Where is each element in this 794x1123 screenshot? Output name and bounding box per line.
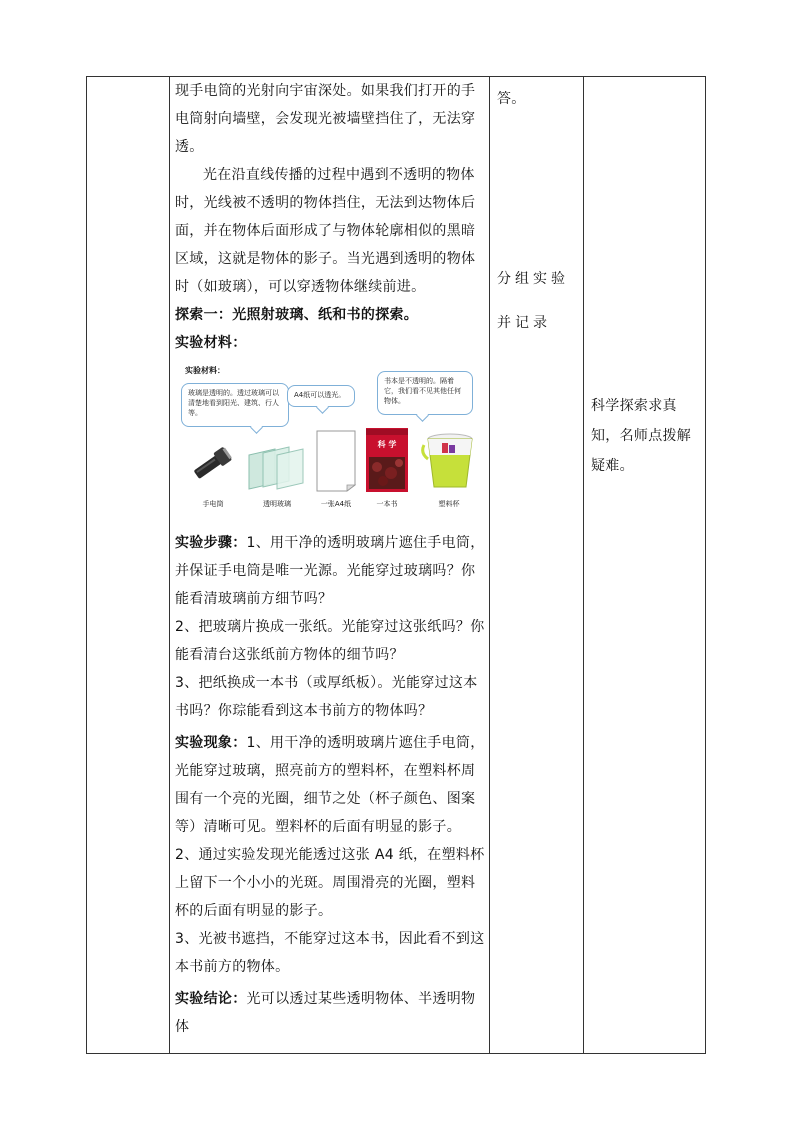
label-cup: 塑料杯 [438,500,460,508]
bubble-glass: 玻璃是透明的。透过玻璃可以清楚地看到阳光、建筑、行人等。 [181,383,289,427]
materials-title: 实验材料： [175,335,247,351]
explore-title: 探索一：光照射玻璃、纸和书的探索。 [175,307,419,323]
steps-3: 3、把纸换成一本书（或厚纸板）。光能穿过这本书吗？你琮能看到这本书前方的物体吗？ [175,675,478,719]
column-divider [489,77,490,1053]
paragraph-intro: 现手电筒的光射向宇宙深处。如果我们打开的手电筒射向墙壁，会发现光被墙壁挡住了，无法穿透。 [175,83,476,155]
materials-figure [175,361,485,521]
conclusion-label: 实验结论： [175,991,247,1007]
lesson-table [86,76,706,1054]
conclusion [175,985,485,1041]
steps-1-text: 1、用干净的透明玻璃片遮住手电筒，并保证手电筒是唯一光源。光能穿过玻璃吗？你能看清玻璃前方细节吗？ [175,535,485,607]
design-intent-cell [585,77,707,1053]
book-icon [365,427,409,493]
bubble-book: 书本是不透明的。隔着它，我们看不见其他任何物体。 [377,371,473,415]
paragraph-shadow-explanation: 光在沿直线传播的过程中遇到不透明的物体时，光线被不透明的物体挡住，无法到达物体后面，并在物体后面形成了与物体轮廓相似的黑暗区域，这就是物体的影子。当光遇到透明的物体时（如玻璃），可以穿透物体继续前进。 [175,167,476,295]
group-experiment-text: 分组实验并记录 [497,271,569,331]
bubble-paper: A4纸可以透光。 [287,385,355,407]
phenomenon-label: 实验现象： [175,735,247,751]
steps-1 [175,529,485,613]
figure-title: 实验材料： [185,366,225,375]
label-flashlight: 手电筒 [202,500,224,508]
phenomenon-3: 3、光被书遮挡，不能穿过这本书，因此看不到这本书前方的物体。 [175,931,485,975]
label-paper: 一张A4纸 [320,500,352,508]
conclusion-text: 光可以透过某些透明物体、半透明物体 [175,991,476,1035]
a4-paper-icon [315,429,357,493]
glass-panes-icon [245,445,307,491]
label-book: 一本书 [376,500,398,508]
design-note: 科学探索求真知，名师点拨解疑难。 [591,398,692,474]
book-title: 科 学 [377,440,397,449]
steps-label: 实验步骤： [175,535,247,551]
phenomenon-1 [175,729,485,841]
column-divider [169,77,170,1053]
answer-text: 答。 [497,91,526,107]
label-glass: 透明玻璃 [263,500,291,508]
phenomenon-1-text: 1、用干净的透明玻璃片遮住手电筒，光能穿过玻璃，照亮前方的塑料杯，在塑料杯周围有一个亮的光圈，细节之处（杯子颜色、图案等）清晰可见。塑料杯的后面有明显的影子。 [175,735,485,835]
student-activity-cell [491,77,583,1053]
plastic-cup-icon [420,431,478,491]
phenomenon-2: 2、通过实验发现光能透过这张 A4 纸，在塑料杯上留下一个小小的光斑。周围滑亮的光圈，塑料杯的后面有明显的影子。 [175,847,485,919]
teaching-content-cell [171,77,489,1053]
flashlight-icon [187,441,237,487]
steps-2: 2、把玻璃片换成一张纸。光能穿过这张纸吗？你能看清台这张纸前方物体的细节吗？ [175,619,485,663]
column-divider [583,77,584,1053]
